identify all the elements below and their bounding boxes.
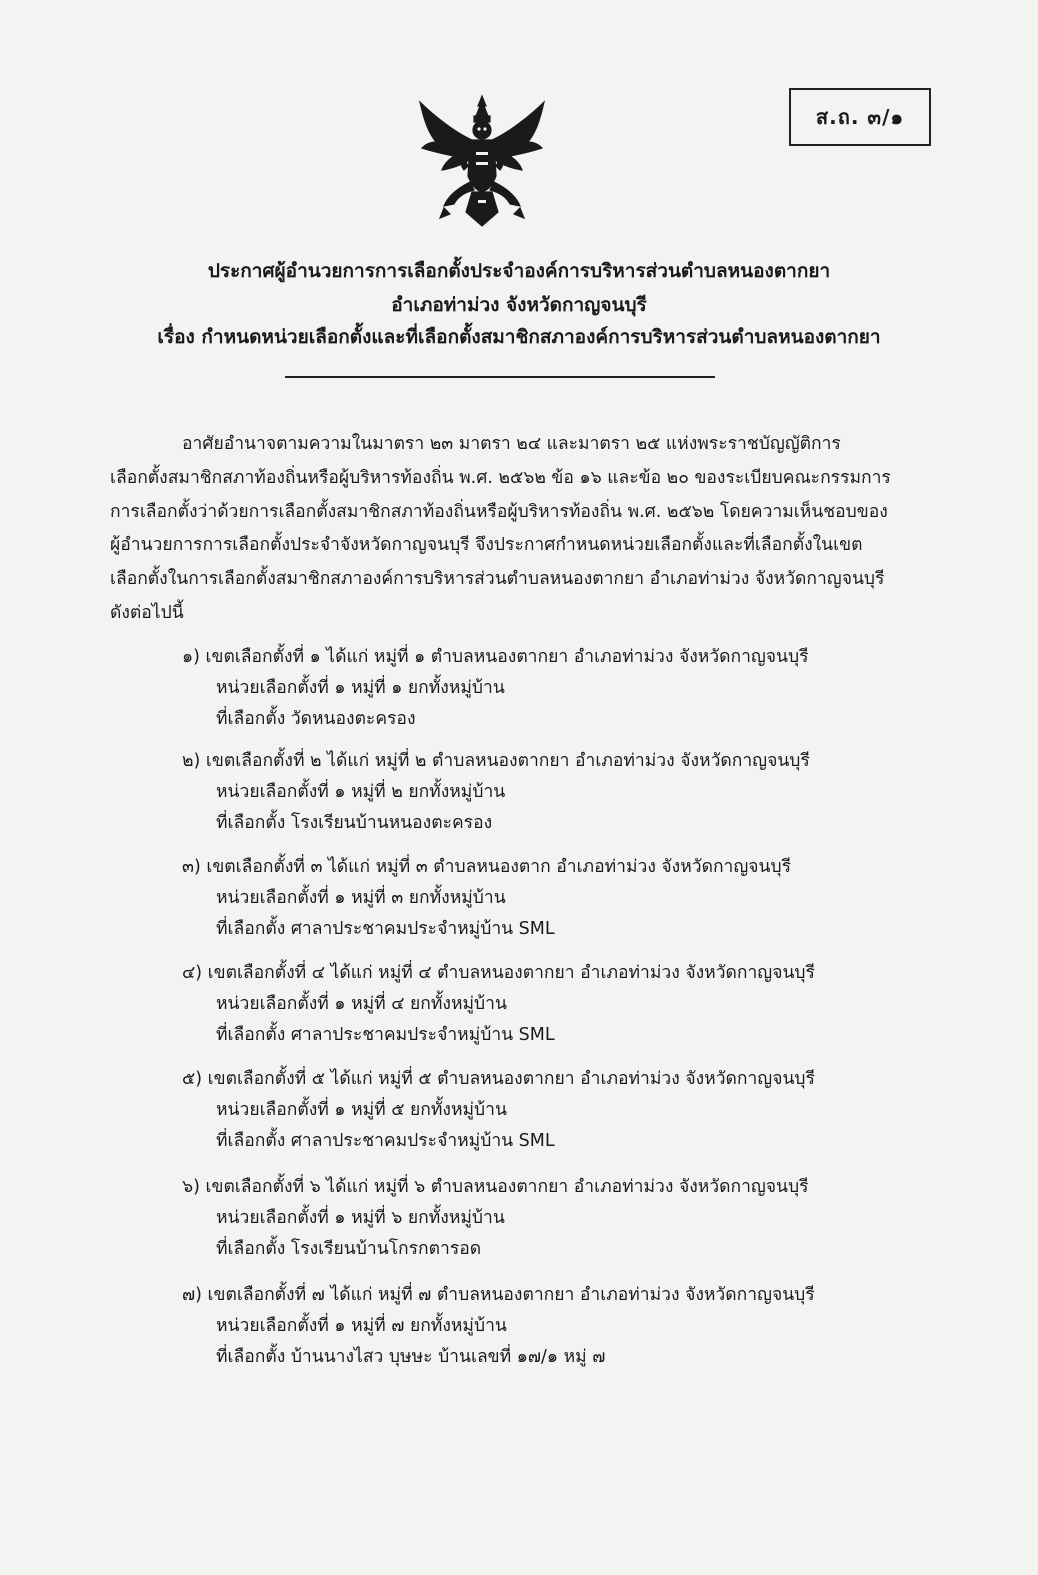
preamble-paragraph (110, 428, 920, 631)
location-line: ที่เลือกตั้ง โรงเรียนบ้านโกรกตารอด (216, 1239, 482, 1259)
district-item-7 (182, 1280, 882, 1373)
district-item-4 (182, 958, 882, 1051)
location-line: ที่เลือกตั้ง ศาลาประชาคมประจำหมู่บ้าน SML (216, 919, 555, 939)
district-item-2 (182, 746, 882, 839)
district-item-6 (182, 1172, 882, 1265)
preamble-line: การเลือกตั้งว่าด้วยการเลือกตั้งสมาชิกสภาท้องถิ่นหรือผู้บริหารท้องถิ่น พ.ศ. ๒๕๖๒ โดยความเห็นชอบของ (110, 501, 888, 522)
unit-line: หน่วยเลือกตั้งที่ ๑ หมู่ที่ ๗ ยกทั้งหมู่บ้าน (216, 1316, 507, 1336)
district-line: ๔) เขตเลือกตั้งที่ ๔ ได้แก่ หมู่ที่ ๔ ตำบลหนองตากยา อำเภอท่าม่วง จังหวัดกาญจนบุรี (182, 963, 815, 983)
unit-line: หน่วยเลือกตั้งที่ ๑ หมู่ที่ ๖ ยกทั้งหมู่บ้าน (216, 1208, 505, 1228)
location-line: ที่เลือกตั้ง วัดหนองตะครอง (216, 709, 416, 729)
unit-line: หน่วยเลือกตั้งที่ ๑ หมู่ที่ ๔ ยกทั้งหมู่บ้าน (216, 994, 507, 1014)
preamble-line: ผู้อำนวยการการเลือกตั้งประจำจังหวัดกาญจนบุรี จึงประกาศกำหนดหน่วยเลือกตั้งและที่เลือกตั้งในเขต (110, 535, 863, 556)
preamble-line: ดังต่อไปนี้ (110, 602, 184, 623)
preamble-line: อาศัยอำนาจตามความในมาตรา ๒๓ มาตรา ๒๔ และมาตรา ๒๕ แห่งพระราชบัญญัติการ (182, 434, 841, 454)
preamble-line: เลือกตั้งในการเลือกตั้งสมาชิกสภาองค์การบริหารส่วนตำบลหนองตากยา อำเภอท่าม่วง จังหวัดกาญจนบุรี (110, 569, 885, 590)
district-line: ๗) เขตเลือกตั้งที่ ๗ ได้แก่ หมู่ที่ ๗ ตำบลหนองตากยา อำเภอท่าม่วง จังหวัดกาญจนบุรี (182, 1285, 815, 1305)
location-line: ที่เลือกตั้ง ศาลาประชาคมประจำหมู่บ้าน SML (216, 1025, 555, 1045)
location-line: ที่เลือกตั้ง ศาลาประชาคมประจำหมู่บ้าน SML (216, 1131, 555, 1151)
preamble-line: เลือกตั้งสมาชิกสภาท้องถิ่นหรือผู้บริหารท้องถิ่น พ.ศ. ๒๕๖๒ ข้อ ๑๖ และข้อ ๒๐ ของระเบียบคณะกรรมการ (110, 467, 891, 488)
district-item-5 (182, 1064, 882, 1157)
title-divider (285, 376, 715, 378)
location-line: ที่เลือกตั้ง โรงเรียนบ้านหนองตะครอง (216, 813, 493, 833)
unit-line: หน่วยเลือกตั้งที่ ๑ หมู่ที่ ๑ ยกทั้งหมู่บ้าน (216, 678, 505, 698)
district-line: ๒) เขตเลือกตั้งที่ ๒ ได้แก่ หมู่ที่ ๒ ตำบลหนองตากยา อำเภอท่าม่วง จังหวัดกาญจนบุรี (182, 751, 810, 771)
unit-line: หน่วยเลือกตั้งที่ ๑ หมู่ที่ ๕ ยกทั้งหมู่บ้าน (216, 1100, 507, 1120)
unit-line: หน่วยเลือกตั้งที่ ๑ หมู่ที่ ๒ ยกทั้งหมู่บ้าน (216, 782, 506, 802)
district-line: ๕) เขตเลือกตั้งที่ ๕ ได้แก่ หมู่ที่ ๕ ตำบลหนองตากยา อำเภอท่าม่วง จังหวัดกาญจนบุรี (182, 1069, 815, 1089)
unit-line: หน่วยเลือกตั้งที่ ๑ หมู่ที่ ๓ ยกทั้งหมู่บ้าน (216, 888, 506, 908)
form-code-box (789, 88, 931, 146)
district-line: ๓) เขตเลือกตั้งที่ ๓ ได้แก่ หมู่ที่ ๓ ตำบลหนองตาก อำเภอท่าม่วง จังหวัดกาญจนบุรี (182, 857, 792, 877)
location-line: ที่เลือกตั้ง บ้านนางไสว บุษษะ บ้านเลขที่ ๑๗/๑ หมู่ ๗ (216, 1347, 606, 1367)
form-code-label: ส.ถ. ๓/๑ (815, 105, 905, 129)
subject-title: เรื่อง กำหนดหน่วยเลือกตั้งและที่เลือกตั้งสมาชิกสภาองค์การบริหารส่วนตำบลหนองตากยา (157, 326, 881, 348)
announcement-title: ประกาศผู้อำนวยการการเลือกตั้งประจำองค์การบริหารส่วนตำบลหนองตากยา (207, 260, 831, 282)
district-item-3 (182, 852, 882, 945)
garuda-emblem-icon (414, 92, 550, 230)
district-item-1 (182, 642, 882, 735)
district-line: ๖) เขตเลือกตั้งที่ ๖ ได้แก่ หมู่ที่ ๖ ตำบลหนองตากยา อำเภอท่าม่วง จังหวัดกาญจนบุรี (182, 1177, 809, 1197)
district-title: อำเภอท่าม่วง จังหวัดกาญจนบุรี (391, 294, 647, 316)
district-line: ๑) เขตเลือกตั้งที่ ๑ ได้แก่ หมู่ที่ ๑ ตำบลหนองตากยา อำเภอท่าม่วง จังหวัดกาญจนบุรี (182, 647, 809, 667)
